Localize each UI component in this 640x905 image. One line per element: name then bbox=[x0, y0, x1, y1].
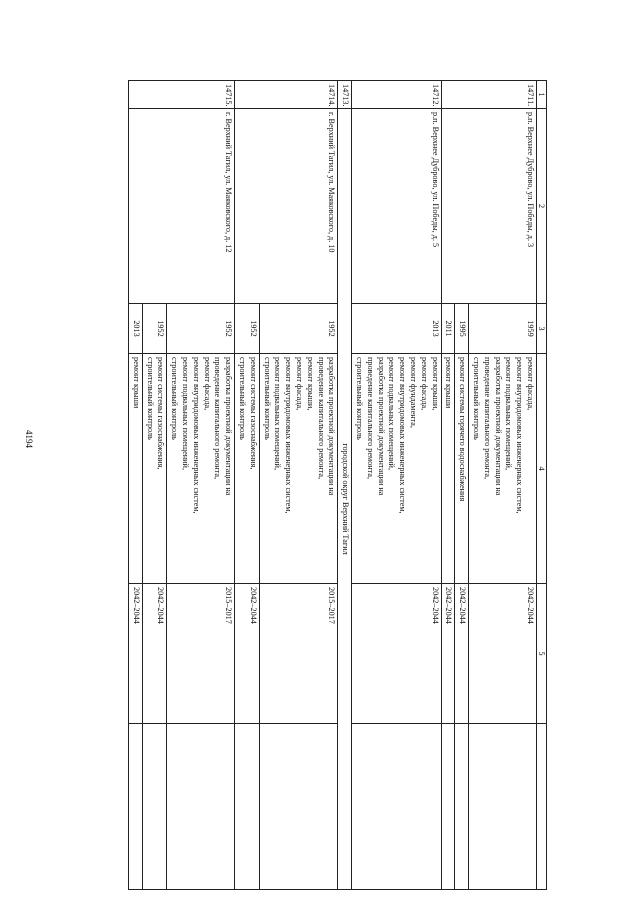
work-item: строительный контроль bbox=[145, 357, 155, 440]
work-item: ремонт подвальных помещений, bbox=[181, 357, 191, 470]
work-item: ремонт системы горячего водоснабжения bbox=[458, 357, 468, 502]
address: р.п. Верхнее Дуброво, ул. Победы, д. 5 bbox=[352, 109, 441, 304]
work-list bbox=[441, 354, 455, 584]
header-col-4: 4 bbox=[537, 354, 547, 584]
address: г. Верхний Тагил, ул. Маяковского, д. 10 bbox=[235, 109, 338, 304]
work-item: ремонт системы газоснабжения, bbox=[248, 357, 258, 470]
rotated-sheet bbox=[82, 80, 547, 890]
work-item: ремонт внутридомовых инженерных систем, bbox=[515, 357, 525, 514]
row-number: 14711. bbox=[441, 81, 536, 109]
header-col-6 bbox=[537, 724, 547, 890]
work-list bbox=[259, 354, 338, 584]
period: 2042–2044 bbox=[455, 584, 469, 724]
work-item: ремонт крыши, bbox=[430, 357, 440, 411]
work-item: строительный контроль bbox=[238, 357, 248, 440]
year: 2013 bbox=[129, 304, 143, 354]
empty-cell bbox=[469, 724, 537, 890]
work-item: проведение капитального ремонта, bbox=[213, 357, 223, 480]
work-item: проведение капитального ремонта, bbox=[365, 357, 375, 480]
empty-cell bbox=[235, 724, 260, 890]
work-item: ремонт фасада, bbox=[295, 357, 305, 411]
work-item: ремонт подвальных помещений, bbox=[273, 357, 283, 470]
work-list bbox=[129, 354, 143, 584]
work-item: ремонт крыши, bbox=[305, 357, 315, 411]
row-number: 14713. bbox=[338, 81, 352, 109]
repair-schedule-table bbox=[128, 80, 547, 890]
year: 1952 bbox=[235, 304, 260, 354]
work-list bbox=[142, 354, 167, 584]
year: 1952 bbox=[259, 304, 338, 354]
work-item: ремонт фасада, bbox=[202, 357, 212, 411]
work-item: ремонт крыши bbox=[131, 357, 141, 409]
work-item: строительный контроль bbox=[262, 357, 272, 440]
row-number: 14715. bbox=[129, 81, 235, 109]
empty-cell bbox=[142, 724, 167, 890]
header-row bbox=[537, 81, 547, 890]
period: 2015–2017 bbox=[259, 584, 338, 724]
work-item: ремонт фасада, bbox=[419, 357, 429, 411]
table-row bbox=[352, 81, 441, 890]
year: 2013 bbox=[352, 304, 441, 354]
work-item: ремонт внутридомовых инженерных систем, bbox=[191, 357, 201, 514]
year: 1952 bbox=[142, 304, 167, 354]
empty-cell bbox=[259, 724, 338, 890]
work-item: ремонт подвальных помещений, bbox=[504, 357, 514, 470]
period: 2042–2044 bbox=[129, 584, 143, 724]
header-col-1: 1 bbox=[537, 81, 547, 109]
work-item: разработка проектной документации на bbox=[376, 357, 386, 496]
address: р.п. Верхнее Дуброво, ул. Победы, д. 3 bbox=[441, 109, 536, 304]
work-list bbox=[352, 354, 441, 584]
table-row bbox=[167, 81, 235, 890]
work-list bbox=[235, 354, 260, 584]
work-item: ремонт внутридомовых инженерных систем, bbox=[398, 357, 408, 514]
work-item: ремонт фундамента, bbox=[409, 357, 419, 428]
header-col-3: 3 bbox=[537, 304, 547, 354]
year: 1952 bbox=[167, 304, 235, 354]
work-item: проведение капитального ремонта, bbox=[482, 357, 492, 480]
work-item: ремонт подвальных помещений, bbox=[387, 357, 397, 470]
address: г. Верхний Тагил, ул. Маяковского, д. 12 bbox=[129, 109, 235, 304]
work-item: ремонт системы газоснабжения, bbox=[156, 357, 166, 470]
year: 2011 bbox=[441, 304, 455, 354]
table-row bbox=[259, 81, 338, 890]
work-list bbox=[469, 354, 537, 584]
empty-cell bbox=[455, 724, 469, 890]
empty-cell bbox=[352, 724, 441, 890]
table-row bbox=[469, 81, 537, 890]
header-col-5: 5 bbox=[537, 584, 547, 724]
work-item: строительный контроль bbox=[355, 357, 365, 440]
work-item: строительный контроль bbox=[472, 357, 482, 440]
period: 2042–2044 bbox=[441, 584, 455, 724]
work-item: разработка проектной документации на bbox=[327, 357, 337, 496]
district-name: городской округ Верхний Тагил bbox=[338, 109, 352, 890]
work-item: проведение капитального ремонта, bbox=[316, 357, 326, 480]
year: 1959 bbox=[469, 304, 537, 354]
work-list bbox=[455, 354, 469, 584]
row-number: 14714. bbox=[235, 81, 338, 109]
work-item: разработка проектной документации на bbox=[224, 357, 234, 496]
table-canvas bbox=[82, 80, 547, 890]
row-number: 14712. bbox=[352, 81, 441, 109]
work-item: ремонт фасада, bbox=[526, 357, 535, 411]
work-item: ремонт крыши bbox=[444, 357, 454, 409]
header-col-2: 2 bbox=[537, 109, 547, 304]
period: 2042–2044 bbox=[469, 584, 537, 724]
work-item: ремонт внутридомовых инженерных систем, bbox=[284, 357, 294, 514]
period: 2015–2017 bbox=[167, 584, 235, 724]
work-item: строительный контроль bbox=[170, 357, 180, 440]
district-row bbox=[338, 81, 352, 890]
empty-cell bbox=[129, 724, 143, 890]
period: 2042–2044 bbox=[352, 584, 441, 724]
work-list bbox=[167, 354, 235, 584]
year: 1995 bbox=[455, 304, 469, 354]
empty-cell bbox=[167, 724, 235, 890]
work-item: разработка проектной документации на bbox=[493, 357, 503, 496]
period: 2042–2044 bbox=[235, 584, 260, 724]
period: 2042–2044 bbox=[142, 584, 167, 724]
empty-cell bbox=[441, 724, 455, 890]
